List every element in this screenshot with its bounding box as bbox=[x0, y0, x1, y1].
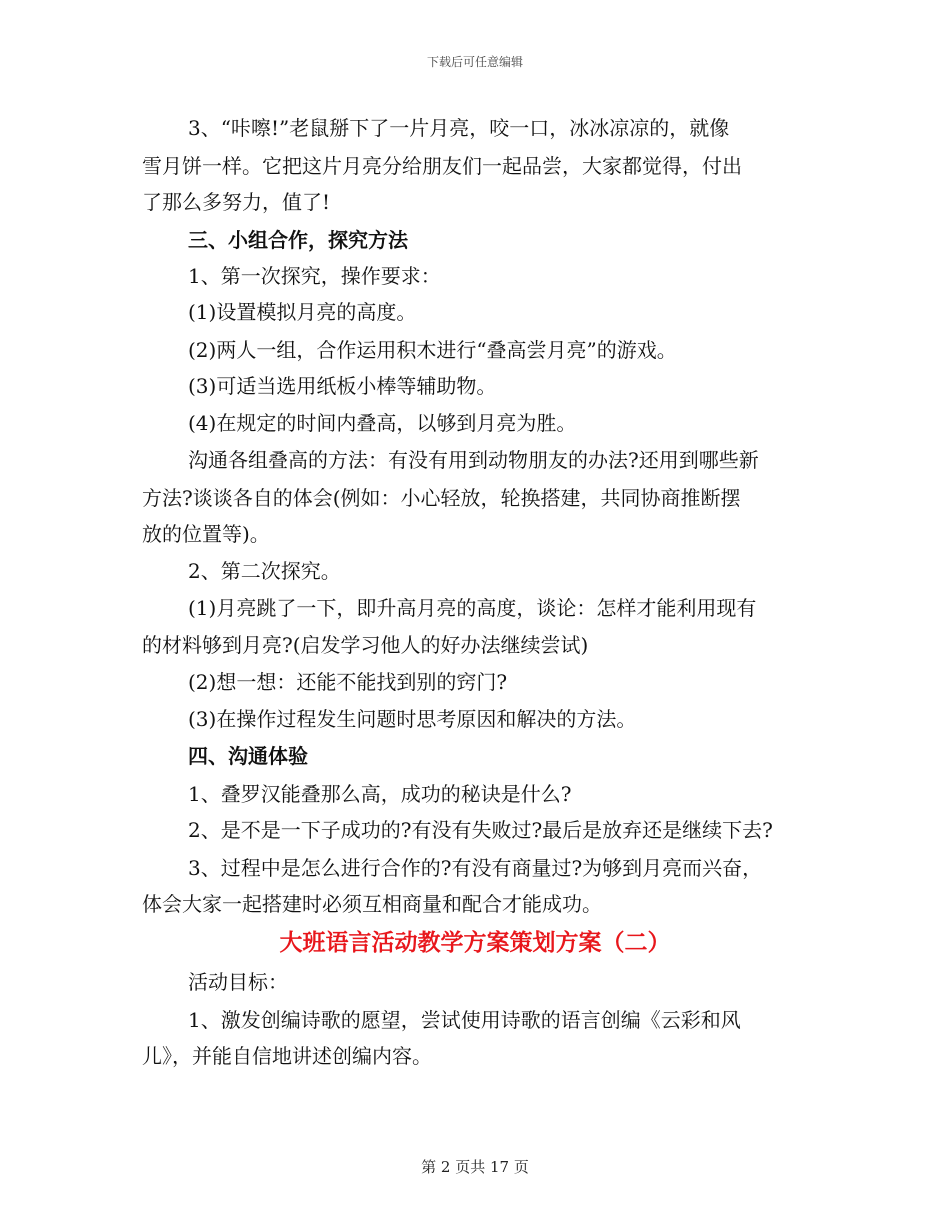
section-heading: 四、沟通体验 bbox=[188, 744, 308, 768]
page-footer: 第 2 页共 17 页 bbox=[421, 1158, 529, 1176]
paragraph-line: 1、激发创编诗歌的愿望，尝试使用诗歌的语言创编《云彩和风 bbox=[188, 1008, 741, 1032]
paragraph-line: 了那么多努力，值了! bbox=[142, 190, 331, 214]
paragraph-line: 1、第一次探究，操作要求： bbox=[188, 264, 441, 288]
paragraph-line: 1、叠罗汉能叠那么高，成功的秘诀是什么? bbox=[188, 782, 572, 806]
section-heading: 三、小组合作，探究方法 bbox=[188, 228, 408, 252]
paragraph-line: (1)设置模拟月亮的高度。 bbox=[188, 300, 417, 324]
paragraph-line: 沟通各组叠高的方法：有没有用到动物朋友的办法?还用到哪些新 bbox=[188, 448, 759, 472]
paragraph-line: 3、过程中是怎么进行合作的?有没有商量过?为够到月亮而兴奋， bbox=[188, 856, 763, 880]
paragraph-line: 放的位置等)。 bbox=[142, 522, 270, 546]
paragraph-line: 儿》，并能自信地讲述创编内容。 bbox=[142, 1044, 432, 1068]
paragraph-line: 2、第二次探究。 bbox=[188, 559, 341, 583]
paragraph-line: (4)在规定的时间内叠高，以够到月亮为胜。 bbox=[188, 411, 577, 435]
paragraph-line: 的材料够到月亮?(启发学习他人的好办法继续尝试) bbox=[142, 633, 589, 657]
paragraph-line: 活动目标： bbox=[188, 970, 288, 994]
paragraph-line: (3)在操作过程发生问题时思考原因和解决的方法。 bbox=[188, 707, 637, 731]
paragraph-line: (1)月亮跳了一下，即升高月亮的高度，谈论：怎样才能利用现有 bbox=[188, 596, 757, 620]
paragraph-line: 体会大家一起搭建时必须互相商量和配合才能成功。 bbox=[142, 892, 602, 916]
page-header: 下载后可任意编辑 bbox=[426, 55, 523, 69]
document-title: 大班语言活动教学方案策划方案（二） bbox=[279, 929, 671, 956]
paragraph-line: 2、是不是一下子成功的?有没有失败过?最后是放弃还是继续下去? bbox=[188, 818, 773, 842]
paragraph-line: 雪月饼一样。它把这片月亮分给朋友们一起品尝，大家都觉得，付出 bbox=[142, 154, 742, 178]
paragraph-line: (2)想一想：还能不能找到别的窍门? bbox=[188, 670, 508, 694]
paragraph-line: 3、“咔嚓!”老鼠掰下了一片月亮，咬一口，冰冰凉凉的，就像 bbox=[188, 116, 730, 140]
paragraph-line: 方法?谈谈各自的体会(例如：小心轻放，轮换搭建，共同协商推断摆 bbox=[142, 486, 741, 510]
paragraph-line: (2)两人一组，合作运用积木进行“叠高尝月亮”的游戏。 bbox=[188, 338, 677, 362]
paragraph-line: (3)可适当选用纸板小棒等辅助物。 bbox=[188, 374, 497, 398]
